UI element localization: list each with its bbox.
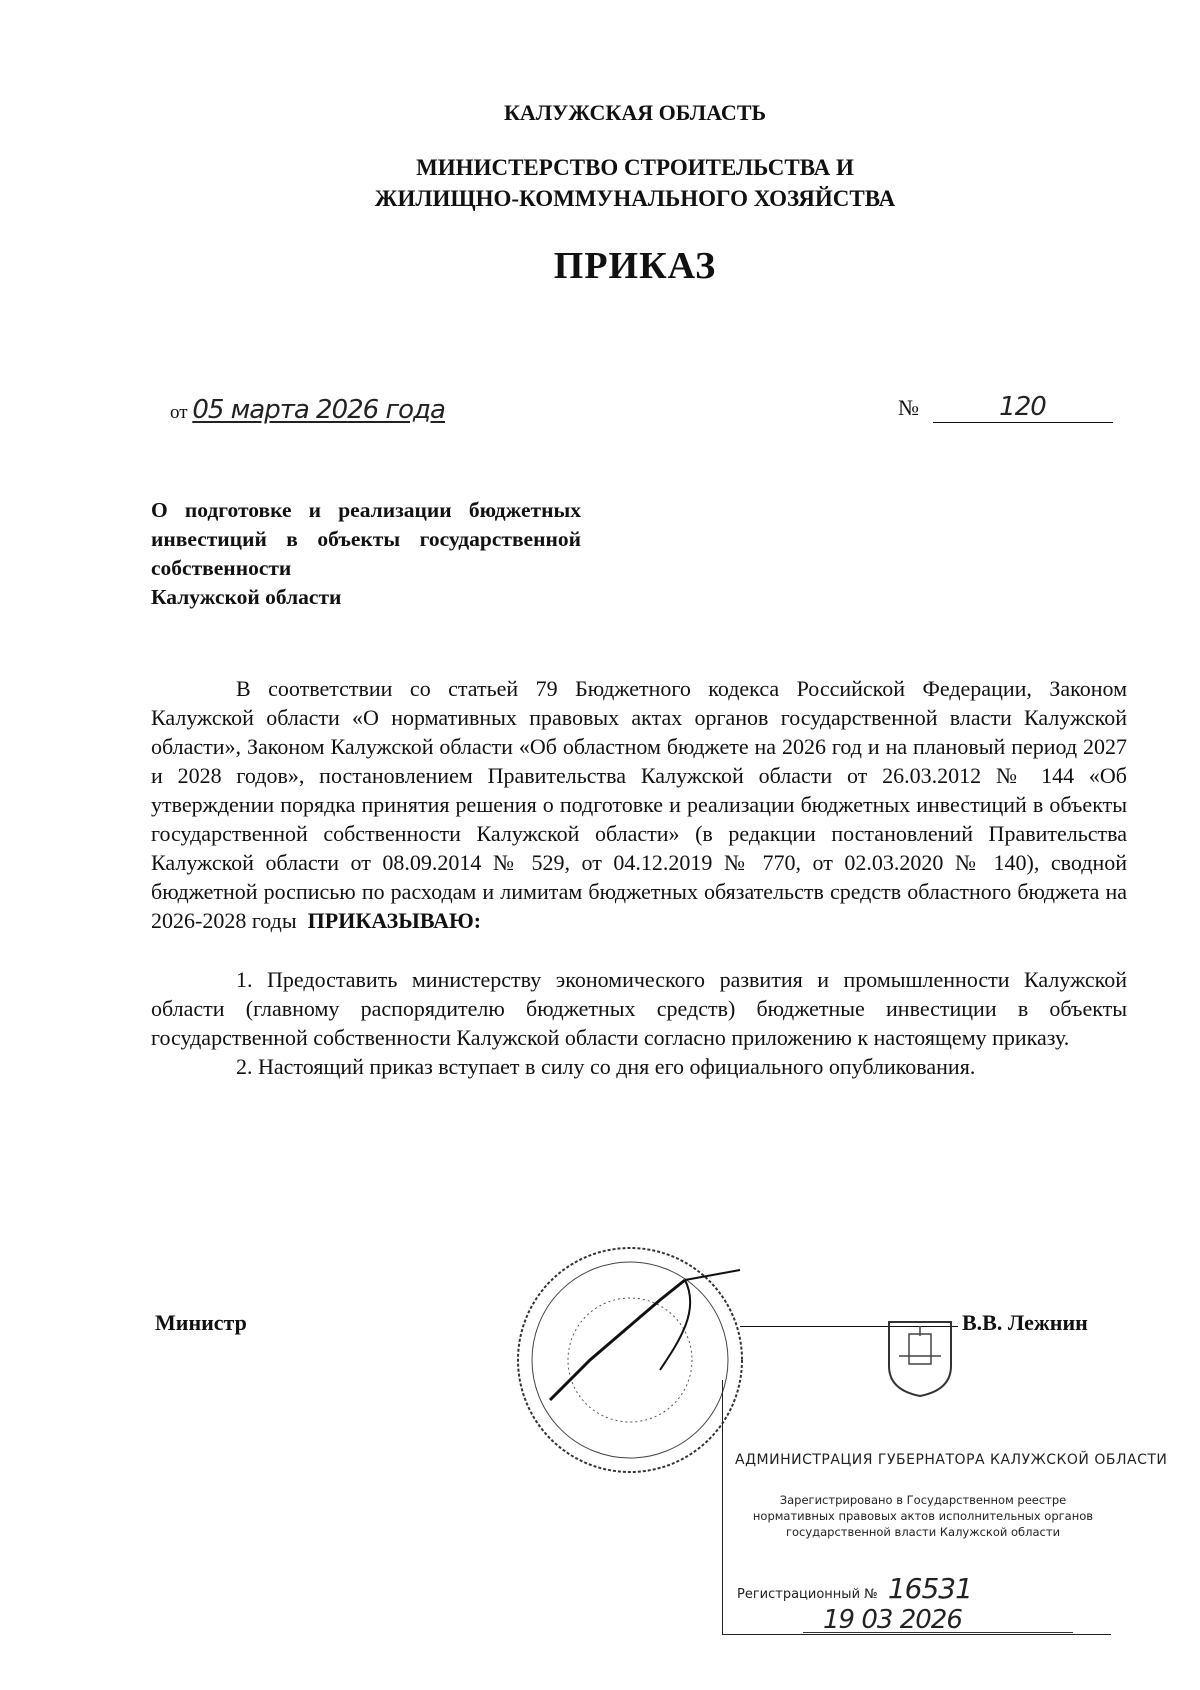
- item-2: 2. Настоящий приказ вступает в силу со дня его официального опубликования.: [236, 1054, 976, 1079]
- ministry-line-1: МИНИСТЕРСТВО СТРОИТЕЛЬСТВА И: [416, 155, 854, 180]
- date-prefix: от: [170, 402, 188, 423]
- order-subject: [151, 496, 581, 612]
- document-type-title: ПРИКАЗ: [553, 245, 717, 287]
- order-date: [170, 395, 445, 425]
- order-word: ПРИКАЗЫВАЮ:: [307, 908, 482, 933]
- handwritten-reg-number: 16531: [887, 1572, 972, 1605]
- reg-number-label: Регистрационный №: [737, 1587, 878, 1602]
- stamp-registration-number: [737, 1572, 972, 1605]
- order-body: [151, 674, 1127, 1081]
- stamp-registration-note: Зарегистрировано в Государственном реестре нормативных правовых актов исполнительных органов государственной власти Калужской области: [752, 1493, 1094, 1539]
- official-seal-icon: [510, 1240, 750, 1480]
- handwritten-reg-date: 19 03 2026: [823, 1605, 962, 1635]
- number-field: [933, 392, 1113, 423]
- stamp-date-underline: [803, 1632, 1073, 1633]
- stamp-registration-date: [823, 1602, 962, 1635]
- preamble-paragraph: [151, 674, 1127, 935]
- item-1: 1. Предоставить министерству экономического развития и промышленности Калужской области (главному распорядителю бюджетных средств) бюджетные инвестиции в объекты государственной собственности Калужской области согласно приложению к настоящему приказу.: [151, 967, 1127, 1050]
- handwritten-number: 120: [999, 392, 1046, 422]
- region-heading: КАЛУЖСКАЯ ОБЛАСТЬ: [503, 100, 767, 125]
- signatory-name: В.В. Лежнин: [962, 1310, 1088, 1335]
- preamble-text: В соответствии со статьей 79 Бюджетного кодекса Российской Федерации, Законом Калужской области «О нормативных правовых актах органов государственной власти Калужской области», Законом Калужской области «Об областном бюджете на 2026 год и на плановый период 2027 и 2028 годов», постановлением Правительства Калужской области от 26.03.2012 № 144 «Об утверждении порядка принятия решения о подготовке и реализации бюджетных инвестиций в объекты государственной собственности Калужской области» (в редакции постановлений Правительства Калужской области от 08.09.2014 № 529, от 04.12.2019 № 770, от 02.03.2020 № 140), сводной бюджетной росписью по расходам и лимитам бюджетных обязательств средств областного бюджета на 2026-2028 годы: [151, 676, 1127, 933]
- ministry-heading: [0, 152, 1200, 214]
- subject-line-1: О подготовке и реализации: [151, 498, 452, 522]
- ministry-line-2: ЖИЛИЩНО-КОММУНАЛЬНОГО ХОЗЯЙСТВА: [374, 186, 896, 211]
- signatory-title: Министр: [155, 1310, 247, 1335]
- handwritten-date: 05 марта 2026 года: [192, 395, 445, 425]
- subject-line-2: бюджетных инвестиций в объекты: [151, 498, 581, 551]
- subject-line-3: государственной собственности: [151, 527, 582, 580]
- number-label: №: [898, 395, 919, 420]
- registration-stamp: [722, 1380, 1168, 1635]
- stamp-organization: АДМИНИСТРАЦИЯ ГУБЕРНАТОРА КАЛУЖСКОЙ ОБЛАСТИ: [735, 1452, 1168, 1468]
- order-number: [898, 392, 1130, 423]
- coat-of-arms-icon: [883, 1316, 957, 1398]
- subject-line-4: Калужской области: [151, 585, 342, 609]
